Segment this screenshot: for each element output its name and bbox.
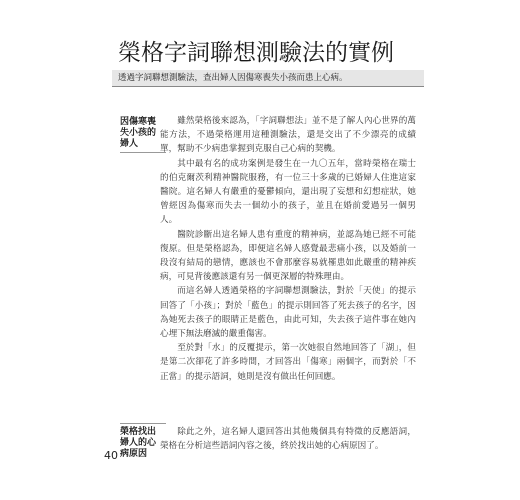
paragraph: 雖然榮格後來認為，「字詞聯想法」並不是了解人內心世界的萬能方法，不過榮格運用這種測驗法，還是交出了不少漂亮的成績單，幫助不少病患掌握到克服自己心病的契機。 bbox=[160, 116, 416, 155]
page-number: 40 bbox=[104, 449, 118, 462]
paragraph: 醫院診斷出這名婦人患有重度的精神病，並認為她已經不可能復原。但是榮格認為，即便這名婦人感覺最悲痛小孩，以及婚前一段沒有結局的戀情，應該也不會那麼容易就罹患如此嚴重的精神疾病，可見背後應該還有另一個更深層的特殊理由。 bbox=[160, 229, 416, 283]
section-body-case-study bbox=[160, 114, 416, 384]
subtitle-bar bbox=[112, 70, 424, 87]
paragraph: 而這名婦人透過榮格的字詞聯想測驗法，對於「天使」的提示回答了「小孩」；對於「藍色」的提示則回答了死去孩子的名字，因為她死去孩子的眼睛正是藍色，由此可知，失去孩子這件事在她內心埋下無法磨滅的嚴重傷害。 bbox=[160, 286, 416, 340]
side-note-bereaved-woman: 因傷寒喪失小孩的婦人 bbox=[120, 117, 157, 149]
side-note-finding-cause: 榮格找出婦人的心病原因 bbox=[120, 427, 157, 459]
side-note-divider bbox=[120, 423, 166, 424]
page-subtitle: 透過字詞聯想測驗法，查出婦人因傷寒喪失小孩而患上心病。 bbox=[118, 73, 348, 83]
paragraph: 至於對「水」的反覆提示，第一次她很自然地回答了「湖」，但是第二次卻花了許多時間，才回答出「傷寒」兩個字，而對於「不正當」的提示語詞，她則是沒有做出任何回應。 bbox=[160, 343, 416, 382]
paragraph: 除此之外，這名婦人還回答出其他幾個具有特徵的反應語詞，榮格在分析這些語詞內容之後，終於找出她的心病原因了。 bbox=[160, 427, 416, 452]
paragraph: 其中最有名的成功案例是發生在一九〇五年，當時榮格在瑞士的伯克爾茨利精神醫院服務，有一位三十多歲的已婚婦人住進這家醫院。這名婦人有嚴重的憂鬱傾向，還出現了妄想和幻想症狀，她曾經因為傷寒而失去一個幼小的孩子，並且在婚前愛過另一個男人。 bbox=[160, 158, 416, 226]
page-title: 榮格字詞聯想測驗法的實例 bbox=[118, 40, 394, 66]
section-body-conclusion bbox=[160, 425, 416, 453]
